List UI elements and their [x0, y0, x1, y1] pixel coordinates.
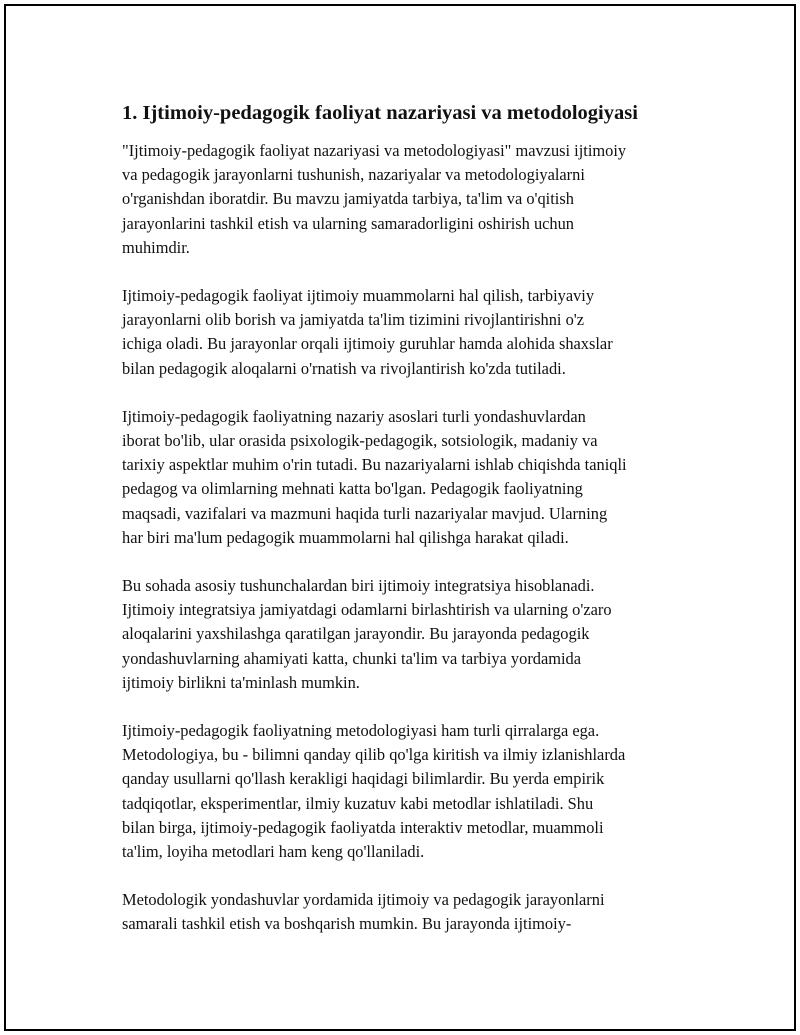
text-line: Ijtimoiy-pedagogik faoliyatning metodologiyasi ham turli qirralarga ega. [122, 721, 600, 741]
paragraph-4 [122, 574, 702, 695]
text-line: tadqiqotlar, eksperimentlar, ilmiy kuzatuv kabi metodlar ishlatiladi. Shu [122, 793, 594, 813]
text-line: Metodologiya, bu - bilimni qanday qilib qo'lga kiritish va ilmiy izlanishlarda [122, 745, 626, 765]
text-line: Ijtimoiy-pedagogik faoliyatning nazariy asoslari turli yondashuvlardan [122, 406, 586, 426]
text-line: ijtimoiy birlikni ta'minlash mumkin. [122, 672, 360, 692]
text-line: jarayonlarni olib borish va jamiyatda ta'lim tizimini rivojlantirishni o'z [122, 310, 585, 330]
text-line: Bu sohada asosiy tushunchalardan biri ijtimoiy integratsiya hisoblanadi. [122, 576, 595, 596]
text-line: qanday usullarni qo'llash kerakligi haqidagi bilimlardir. Bu yerda empirik [122, 769, 605, 789]
text-line: va pedagogik jarayonlarni tushunish, nazariyalar va metodologiyalarni [122, 165, 585, 185]
paragraph-1 [122, 139, 702, 260]
section-heading: 1. Ijtimoiy-pedagogik faoliyat nazariyasi va metodologiyasi [122, 102, 638, 124]
text-line: ta'lim, loyiha metodlari ham keng qo'llaniladi. [122, 842, 425, 862]
paragraph-5 [122, 719, 702, 864]
text-line: "Ijtimoiy-pedagogik faoliyat nazariyasi va metodologiyasi" mavzusi ijtimoiy [122, 141, 627, 160]
paragraph-3 [122, 405, 702, 550]
page-frame [4, 4, 796, 1031]
text-line: yondashuvlarning ahamiyati katta, chunki ta'lim va tarbiya yordamida [122, 648, 582, 668]
paragraph-6 [122, 888, 702, 936]
text-line: bilan birga, ijtimoiy-pedagogik faoliyatda interaktiv metodlar, muammoli [122, 817, 604, 837]
text-line: ichiga oladi. Bu jarayonlar orqali ijtimoiy guruhlar hamda alohida shaxslar [122, 334, 613, 354]
text-line: Ijtimoiy-pedagogik faoliyat ijtimoiy muammolarni hal qilish, tarbiyaviy [122, 286, 595, 306]
text-line: muhimdir. [122, 237, 190, 257]
document-body [122, 99, 702, 961]
text-line: jarayonlarini tashkil etish va ularning samaradorligini oshirish uchun [122, 213, 575, 233]
text-line: tarixiy aspektlar muhim o'rin tutadi. Bu nazariyalarni ishlab chiqishda taniqli [122, 455, 627, 475]
text-line: bilan pedagogik aloqalarni o'rnatish va rivojlantirish ko'zda tutiladi. [122, 358, 566, 378]
paragraph-2 [122, 284, 702, 381]
text-line: samarali tashkil etish va boshqarish mumkin. Bu jarayonda ijtimoiy- [122, 914, 572, 934]
text-line: Metodologik yondashuvlar yordamida ijtimoiy va pedagogik jarayonlarni [122, 890, 605, 910]
text-line: pedagog va olimlarning mehnati katta bo'lgan. Pedagogik faoliyatning [122, 479, 583, 499]
text-line: har biri ma'lum pedagogik muammolarni hal qilishga harakat qiladi. [122, 527, 569, 547]
text-line: Ijtimoiy integratsiya jamiyatdagi odamlarni birlashtirish va ularning o'zaro [122, 600, 612, 620]
text-line: o'rganishdan iboratdir. Bu mavzu jamiyatda tarbiya, ta'lim va o'qitish [122, 189, 574, 209]
text-line: maqsadi, vazifalari va mazmuni haqida turli nazariyalar mavjud. Ularning [122, 503, 608, 523]
text-line: iborat bo'lib, ular orasida psixologik-pedagogik, sotsiologik, madaniy va [122, 431, 598, 451]
text-line: aloqalarini yaxshilashga qaratilgan jarayondir. Bu jarayonda pedagogik [122, 624, 590, 644]
